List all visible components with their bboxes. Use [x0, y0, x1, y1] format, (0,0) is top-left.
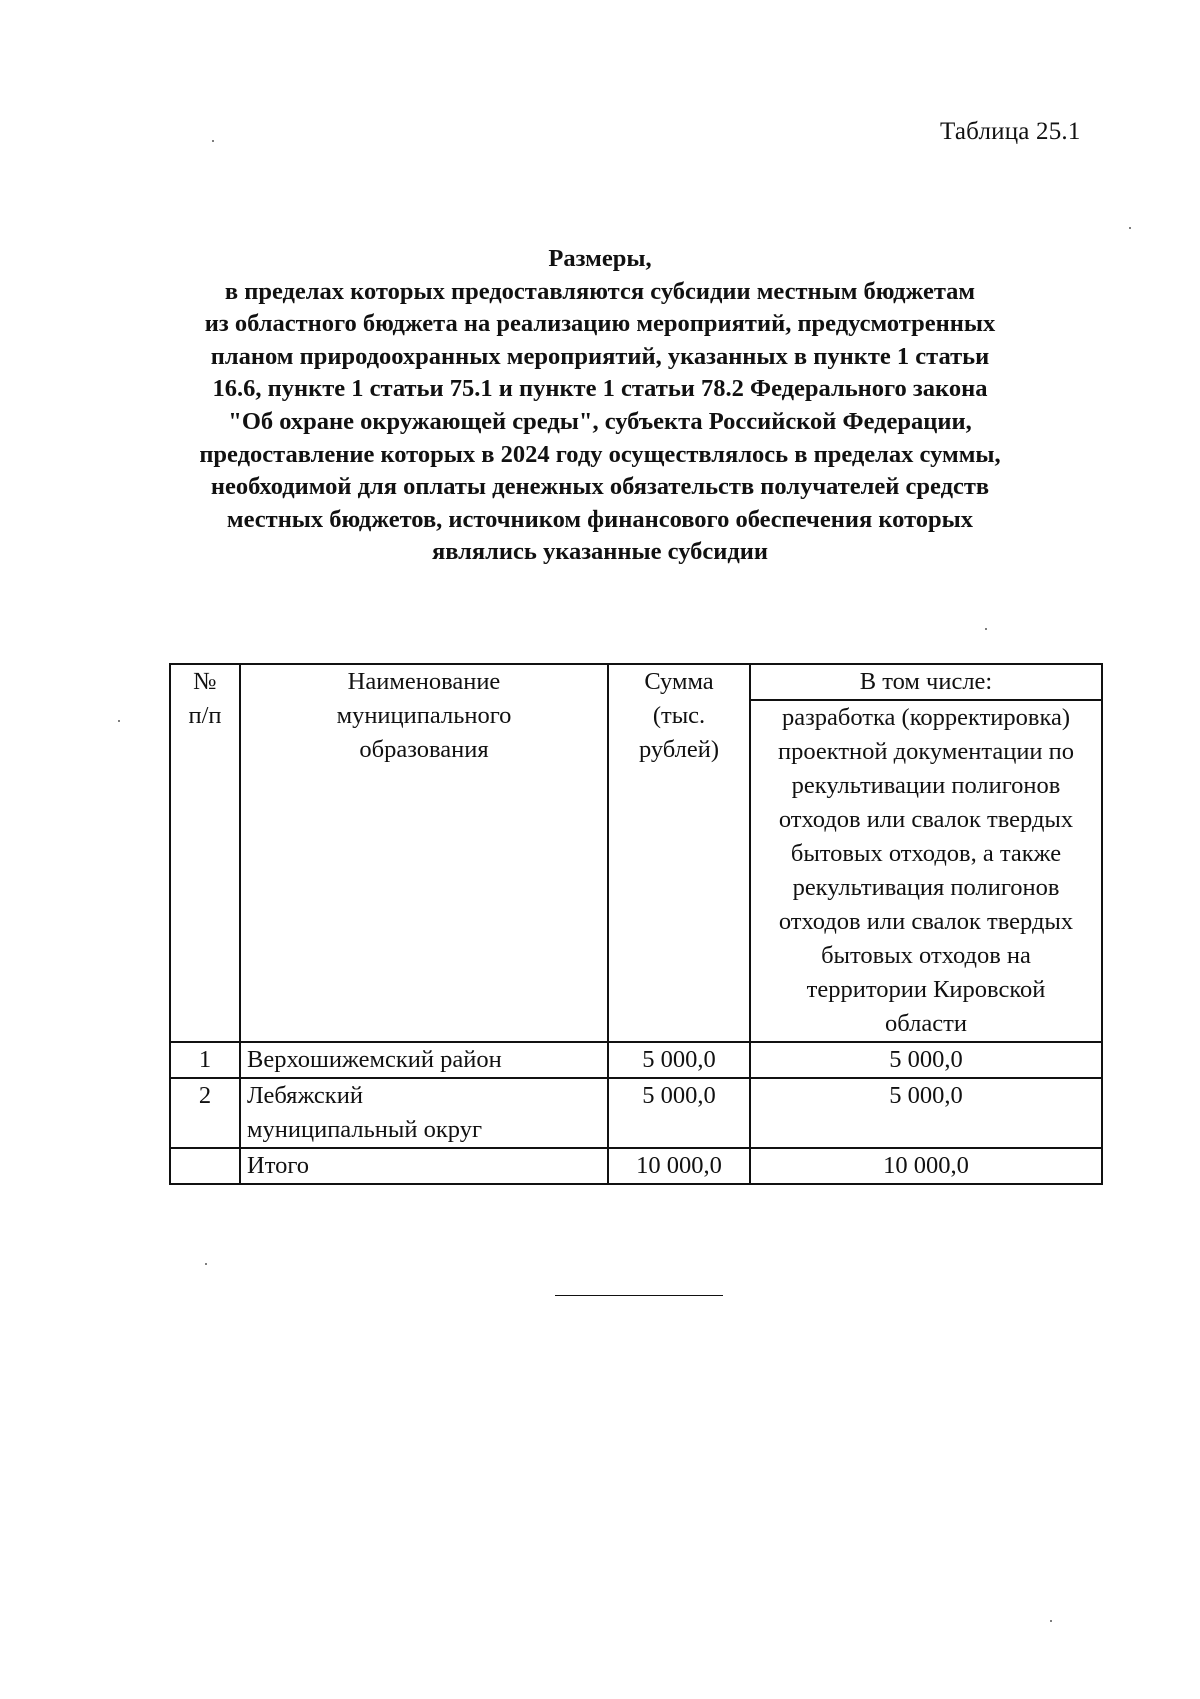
- header-sum: [608, 664, 750, 1042]
- heading-line: 16.6, пункте 1 статьи 75.1 и пункте 1 статьи 78.2 Федерального закона: [212, 375, 988, 403]
- heading-line: Размеры,: [548, 245, 652, 272]
- header-municipality-line: Наименование: [347, 668, 501, 695]
- header-sum-line: Сумма: [644, 668, 714, 695]
- row-including: 5 000,0: [750, 1078, 1102, 1148]
- row-municipality-line: Верхошижемский район: [247, 1046, 502, 1073]
- header-sum-line: рублей): [638, 736, 720, 763]
- total-including: 10 000,0: [750, 1148, 1102, 1184]
- table-row: [170, 1042, 1102, 1078]
- heading-line: необходимой для оплаты денежных обязательств получателей средств: [210, 473, 990, 501]
- row-municipality-line: муниципальный округ: [247, 1116, 482, 1143]
- scan-speck: [118, 720, 120, 722]
- row-sum: 5 000,0: [608, 1042, 750, 1078]
- header-number-line: №: [193, 668, 217, 695]
- heading-line: из областного бюджета на реализацию мероприятий, предусмотренных: [204, 310, 996, 338]
- scan-speck: [985, 628, 987, 630]
- scan-speck: [205, 1263, 207, 1265]
- subsidy-table: [169, 663, 1103, 1185]
- header-reclamation-line: области: [885, 1010, 967, 1037]
- total-label: Итого: [240, 1148, 608, 1184]
- header-reclamation-line: проектной документации по: [777, 738, 1075, 765]
- header-reclamation-line: разработка (корректировка): [781, 704, 1071, 731]
- scan-speck: [1129, 227, 1131, 229]
- header-reclamation-line: отходов или свалок твердых: [778, 908, 1074, 935]
- header-number-line: п/п: [188, 702, 222, 729]
- scan-speck: [212, 140, 214, 142]
- heading-line: планом природоохранных мероприятий, указанных в пункте 1 статьи: [210, 342, 990, 370]
- table-total-row: [170, 1148, 1102, 1184]
- header-municipality-line: образования: [359, 736, 489, 763]
- table-header-row: [170, 664, 1102, 700]
- table-row: [170, 1078, 1102, 1148]
- header-reclamation-line: отходов или свалок твердых: [778, 806, 1074, 833]
- heading-line: "Об охране окружающей среды", субъекта Российской Федерации,: [228, 407, 972, 435]
- heading-line: местных бюджетов, источником финансового обеспечения которых: [226, 505, 974, 533]
- end-rule: [555, 1295, 723, 1296]
- row-municipality-line: Лебяжский: [247, 1082, 363, 1109]
- total-sum: 10 000,0: [608, 1148, 750, 1184]
- header-municipality-line: муниципального: [336, 702, 512, 729]
- row-municipality: [240, 1078, 608, 1148]
- heading-line: являлись указанные субсидии: [431, 538, 769, 566]
- table-reference: Таблица 25.1: [940, 118, 1081, 145]
- header-number: [170, 664, 240, 1042]
- header-including: В том числе:: [750, 664, 1102, 700]
- header-reclamation-line: территории Кировской: [806, 976, 1046, 1003]
- scan-speck: [1050, 1620, 1052, 1622]
- row-including: 5 000,0: [750, 1042, 1102, 1078]
- header-reclamation-line: бытовых отходов, а также: [790, 840, 1062, 867]
- header-municipality: [240, 664, 608, 1042]
- header-reclamation: [750, 700, 1102, 1042]
- header-sum-line: (тыс.: [652, 702, 706, 729]
- row-sum: 5 000,0: [608, 1078, 750, 1148]
- total-number: [170, 1148, 240, 1184]
- document-heading: [150, 243, 1050, 569]
- row-municipality: [240, 1042, 608, 1078]
- heading-line: предоставление которых в 2024 году осуществлялось в пределах суммы,: [199, 440, 1001, 468]
- header-reclamation-line: рекультивации полигонов: [791, 772, 1061, 799]
- header-reclamation-line: рекультивация полигонов: [792, 874, 1060, 901]
- heading-line: в пределах которых предоставляются субсидии местным бюджетам: [224, 277, 976, 305]
- row-number: 2: [170, 1078, 240, 1148]
- header-reclamation-line: бытовых отходов на: [821, 942, 1031, 969]
- row-number: 1: [170, 1042, 240, 1078]
